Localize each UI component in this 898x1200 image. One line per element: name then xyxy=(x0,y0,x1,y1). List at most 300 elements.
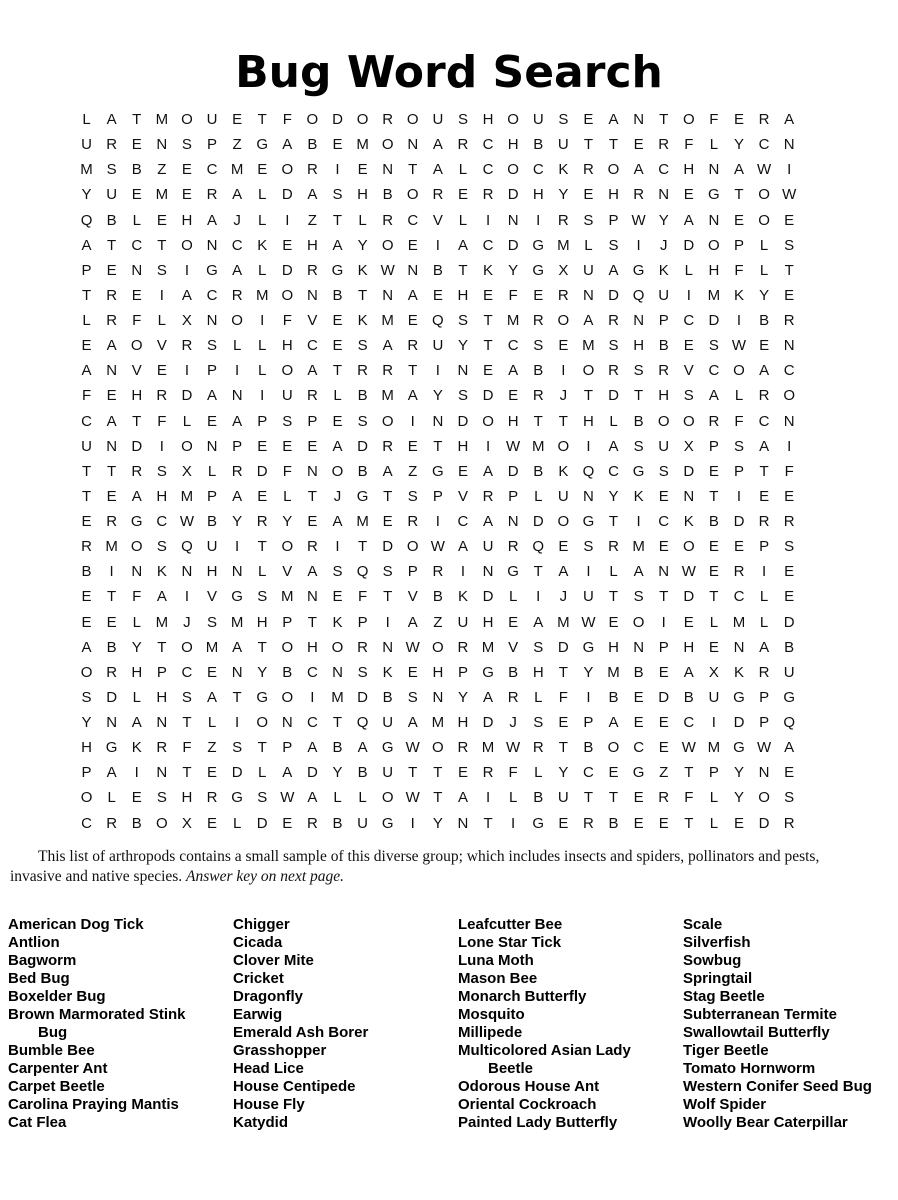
grid-letter[interactable]: M xyxy=(707,739,721,757)
grid-letter[interactable]: P xyxy=(583,714,594,731)
grid-letter[interactable]: T xyxy=(483,312,493,329)
grid-letter[interactable]: U xyxy=(432,337,444,355)
grid-letter[interactable]: A xyxy=(106,764,117,782)
grid-letter[interactable]: O xyxy=(557,437,570,455)
grid-letter[interactable]: B xyxy=(357,462,368,480)
grid-letter[interactable]: B xyxy=(508,663,519,681)
grid-letter[interactable]: N xyxy=(382,161,394,179)
grid-letter[interactable]: T xyxy=(533,563,543,581)
grid-letter[interactable]: G xyxy=(105,739,118,757)
grid-letter[interactable]: R xyxy=(708,412,720,430)
grid-letter[interactable]: D xyxy=(256,814,268,832)
grid-letter[interactable]: D xyxy=(758,814,770,832)
grid-letter[interactable]: L xyxy=(508,789,518,807)
grid-letter[interactable]: A xyxy=(457,236,468,254)
grid-letter[interactable]: O xyxy=(331,638,344,656)
grid-letter[interactable]: M xyxy=(356,136,369,154)
grid-letter[interactable]: L xyxy=(358,211,367,229)
grid-letter[interactable]: S xyxy=(207,337,218,355)
grid-letter[interactable]: D xyxy=(181,387,193,405)
grid-letter[interactable]: R xyxy=(733,563,745,581)
grid-letter[interactable]: L xyxy=(107,789,116,807)
grid-letter[interactable]: N xyxy=(507,513,519,530)
grid-letter[interactable]: K xyxy=(558,161,569,179)
grid-letter[interactable]: I xyxy=(636,513,641,530)
grid-letter[interactable]: A xyxy=(181,286,192,304)
grid-letter[interactable]: T xyxy=(408,764,418,782)
grid-letter[interactable]: I xyxy=(435,362,440,380)
grid-letter[interactable]: L xyxy=(709,613,719,631)
grid-letter[interactable]: M xyxy=(531,437,545,455)
grid-letter[interactable]: X xyxy=(181,814,192,832)
grid-letter[interactable]: S xyxy=(181,136,192,154)
grid-letter[interactable]: B xyxy=(633,412,644,430)
grid-letter[interactable]: L xyxy=(132,211,141,229)
grid-letter[interactable]: S xyxy=(407,487,418,505)
grid-letter[interactable]: O xyxy=(406,111,419,128)
grid-letter[interactable]: N xyxy=(633,638,645,656)
grid-letter[interactable]: O xyxy=(682,412,695,430)
grid-letter[interactable]: F xyxy=(132,312,142,329)
grid-letter[interactable]: F xyxy=(132,588,142,606)
grid-letter[interactable]: E xyxy=(207,412,218,430)
grid-letter[interactable]: O xyxy=(406,186,419,204)
grid-letter[interactable]: T xyxy=(483,814,493,832)
grid-letter[interactable]: E xyxy=(708,538,719,556)
grid-letter[interactable]: N xyxy=(708,211,720,229)
grid-letter[interactable]: J xyxy=(333,487,342,505)
grid-letter[interactable]: E xyxy=(156,211,167,229)
grid-letter[interactable]: E xyxy=(207,663,218,681)
grid-letter[interactable]: A xyxy=(106,111,117,128)
grid-letter[interactable]: A xyxy=(608,437,619,455)
grid-letter[interactable]: N xyxy=(106,437,118,455)
grid-letter[interactable]: O xyxy=(80,789,93,807)
grid-letter[interactable]: W xyxy=(731,337,747,355)
grid-letter[interactable]: H xyxy=(306,638,318,656)
grid-letter[interactable]: L xyxy=(759,236,769,254)
grid-letter[interactable]: O xyxy=(733,362,745,380)
grid-letter[interactable]: C xyxy=(407,211,419,229)
grid-letter[interactable]: Y xyxy=(759,286,770,304)
grid-letter[interactable]: P xyxy=(307,412,318,430)
grid-letter[interactable]: E xyxy=(432,286,443,304)
grid-letter[interactable]: C xyxy=(633,739,645,757)
grid-letter[interactable]: B xyxy=(131,161,142,179)
grid-letter[interactable]: M xyxy=(381,312,394,329)
grid-letter[interactable]: A xyxy=(207,688,218,706)
grid-letter[interactable]: W xyxy=(756,739,772,757)
grid-letter[interactable]: U xyxy=(382,764,394,782)
grid-letter[interactable]: I xyxy=(184,588,189,606)
grid-letter[interactable]: R xyxy=(206,186,218,204)
grid-letter[interactable]: S xyxy=(282,412,293,430)
grid-letter[interactable]: I xyxy=(159,286,164,304)
grid-letter[interactable]: R xyxy=(306,814,318,832)
grid-letter[interactable]: C xyxy=(683,312,695,329)
grid-letter[interactable]: A xyxy=(131,714,142,731)
grid-letter[interactable]: L xyxy=(508,588,518,606)
grid-letter[interactable]: H xyxy=(658,387,670,405)
grid-letter[interactable]: H xyxy=(357,186,368,204)
grid-letter[interactable]: E xyxy=(708,462,719,480)
grid-letter[interactable]: P xyxy=(257,412,268,430)
grid-letter[interactable]: R xyxy=(306,538,318,556)
grid-letter[interactable]: O xyxy=(557,312,570,329)
grid-letter[interactable]: E xyxy=(784,764,795,782)
grid-letter[interactable]: E xyxy=(382,513,393,530)
grid-letter[interactable]: A xyxy=(232,186,243,204)
grid-letter[interactable]: O xyxy=(657,412,670,430)
grid-letter[interactable]: R xyxy=(181,337,193,355)
grid-letter[interactable]: N xyxy=(633,111,645,128)
grid-letter[interactable]: E xyxy=(658,487,669,505)
grid-letter[interactable]: E xyxy=(81,588,92,606)
grid-letter[interactable]: A xyxy=(558,563,569,581)
grid-letter[interactable]: L xyxy=(759,261,769,279)
grid-letter[interactable]: F xyxy=(282,312,292,329)
grid-letter[interactable]: E xyxy=(633,789,644,807)
grid-letter[interactable]: K xyxy=(733,286,744,304)
grid-letter[interactable]: A xyxy=(483,513,494,530)
grid-letter[interactable]: E xyxy=(583,111,594,128)
grid-letter[interactable]: A xyxy=(131,487,142,505)
grid-letter[interactable]: I xyxy=(260,387,265,405)
grid-letter[interactable]: N xyxy=(332,663,343,681)
grid-letter[interactable]: E xyxy=(733,211,744,229)
grid-letter[interactable]: P xyxy=(508,487,519,505)
grid-letter[interactable]: A xyxy=(232,412,243,430)
grid-letter[interactable]: R xyxy=(783,814,795,832)
grid-letter[interactable]: D xyxy=(256,462,268,480)
grid-letter[interactable]: H xyxy=(708,261,720,279)
grid-letter[interactable]: L xyxy=(358,789,367,807)
grid-letter[interactable]: B xyxy=(332,814,343,832)
grid-letter[interactable]: O xyxy=(181,638,193,656)
grid-letter[interactable]: D xyxy=(382,538,394,556)
grid-letter[interactable]: N xyxy=(708,161,720,179)
grid-letter[interactable]: H xyxy=(457,286,469,304)
grid-letter[interactable]: L xyxy=(709,789,719,807)
grid-letter[interactable]: S xyxy=(658,462,669,480)
grid-letter[interactable]: P xyxy=(733,462,744,480)
grid-letter[interactable]: C xyxy=(306,663,318,681)
grid-letter[interactable]: R xyxy=(306,261,318,279)
grid-letter[interactable]: E xyxy=(683,613,694,631)
grid-letter[interactable]: B xyxy=(106,211,117,229)
grid-letter[interactable]: M xyxy=(205,638,219,656)
grid-letter[interactable]: R xyxy=(206,789,218,807)
grid-letter[interactable]: R xyxy=(407,513,419,530)
grid-letter[interactable]: T xyxy=(132,111,142,128)
grid-letter[interactable]: L xyxy=(232,337,242,355)
grid-letter[interactable]: D xyxy=(357,437,368,455)
grid-letter[interactable]: U xyxy=(532,111,544,128)
grid-letter[interactable]: P xyxy=(282,613,293,631)
grid-letter[interactable]: H xyxy=(131,663,143,681)
grid-letter[interactable]: I xyxy=(736,312,742,329)
grid-letter[interactable]: C xyxy=(306,337,318,355)
grid-letter[interactable]: R xyxy=(407,337,419,355)
grid-letter[interactable]: T xyxy=(608,513,619,530)
grid-letter[interactable]: R xyxy=(306,387,318,405)
grid-letter[interactable]: Y xyxy=(733,764,744,782)
grid-letter[interactable]: W xyxy=(756,161,772,179)
grid-letter[interactable]: H xyxy=(583,412,594,430)
grid-letter[interactable]: V xyxy=(508,638,519,656)
grid-letter[interactable]: E xyxy=(759,487,770,505)
grid-letter[interactable]: C xyxy=(81,814,92,832)
grid-letter[interactable]: E xyxy=(457,186,468,204)
grid-letter[interactable]: E xyxy=(257,487,268,505)
grid-letter[interactable]: A xyxy=(784,111,795,128)
grid-letter[interactable]: A xyxy=(608,111,619,128)
grid-letter[interactable]: N xyxy=(306,286,318,304)
grid-letter[interactable]: G xyxy=(130,513,143,530)
grid-letter[interactable]: D xyxy=(357,688,368,706)
grid-letter[interactable]: O xyxy=(381,412,394,430)
grid-letter[interactable]: M xyxy=(632,538,645,556)
grid-letter[interactable]: E xyxy=(633,688,644,706)
grid-letter[interactable]: O xyxy=(331,462,344,480)
grid-letter[interactable]: J xyxy=(183,613,191,631)
grid-letter[interactable]: K xyxy=(733,663,744,681)
grid-letter[interactable]: E xyxy=(81,513,92,530)
grid-letter[interactable]: B xyxy=(332,739,343,757)
grid-letter[interactable]: O xyxy=(306,111,319,128)
grid-letter[interactable]: T xyxy=(608,789,619,807)
grid-letter[interactable]: S xyxy=(457,111,468,128)
grid-letter[interactable]: U xyxy=(658,437,670,455)
grid-letter[interactable]: T xyxy=(232,688,242,706)
grid-letter[interactable]: I xyxy=(184,261,189,279)
grid-letter[interactable]: O xyxy=(783,387,795,405)
grid-letter[interactable]: U xyxy=(357,814,368,832)
grid-letter[interactable]: U xyxy=(557,789,569,807)
grid-letter[interactable]: K xyxy=(156,563,167,581)
grid-letter[interactable]: C xyxy=(783,362,795,380)
grid-letter[interactable]: P xyxy=(658,638,669,656)
grid-letter[interactable]: E xyxy=(733,814,744,832)
grid-letter[interactable]: Q xyxy=(582,462,595,480)
grid-letter[interactable]: A xyxy=(533,613,544,631)
grid-letter[interactable]: E xyxy=(658,739,669,757)
grid-letter[interactable]: W xyxy=(506,739,521,757)
grid-letter[interactable]: O xyxy=(381,236,394,254)
grid-letter[interactable]: T xyxy=(408,161,418,179)
grid-letter[interactable]: T xyxy=(81,462,92,480)
grid-letter[interactable]: M xyxy=(557,236,570,254)
grid-letter[interactable]: I xyxy=(787,437,792,455)
grid-letter[interactable]: M xyxy=(481,638,495,656)
grid-letter[interactable]: H xyxy=(608,638,619,656)
grid-letter[interactable]: G xyxy=(733,739,745,757)
grid-letter[interactable]: E xyxy=(282,236,293,254)
grid-letter[interactable]: E xyxy=(784,588,795,606)
grid-letter[interactable]: Y xyxy=(733,136,744,154)
grid-letter[interactable]: N xyxy=(407,261,419,279)
grid-letter[interactable]: T xyxy=(383,588,393,606)
grid-letter[interactable]: L xyxy=(207,714,217,731)
grid-letter[interactable]: M xyxy=(155,613,169,631)
grid-letter[interactable]: S xyxy=(784,789,795,807)
grid-letter[interactable]: C xyxy=(457,513,469,530)
grid-letter[interactable]: Y xyxy=(282,513,293,530)
grid-letter[interactable]: G xyxy=(507,563,519,581)
grid-letter[interactable]: M xyxy=(230,161,244,179)
grid-letter[interactable]: G xyxy=(582,638,595,656)
grid-letter[interactable]: P xyxy=(207,362,218,380)
grid-letter[interactable]: P xyxy=(81,764,92,782)
grid-letter[interactable]: J xyxy=(509,714,517,731)
grid-letter[interactable]: E xyxy=(533,286,544,304)
grid-letter[interactable]: S xyxy=(683,387,694,405)
grid-letter[interactable]: I xyxy=(134,764,139,782)
grid-letter[interactable]: O xyxy=(758,211,770,229)
grid-letter[interactable]: I xyxy=(335,161,340,179)
grid-letter[interactable]: E xyxy=(282,437,293,455)
grid-letter[interactable]: L xyxy=(157,312,166,329)
grid-letter[interactable]: R xyxy=(382,437,394,455)
grid-letter[interactable]: I xyxy=(586,437,591,455)
grid-letter[interactable]: N xyxy=(106,362,118,380)
grid-letter[interactable]: D xyxy=(131,437,143,455)
grid-letter[interactable]: G xyxy=(231,789,243,807)
grid-letter[interactable]: S xyxy=(106,161,117,179)
grid-letter[interactable]: U xyxy=(382,714,394,731)
grid-letter[interactable]: G xyxy=(256,688,269,706)
grid-letter[interactable]: S xyxy=(181,688,192,706)
grid-letter[interactable]: O xyxy=(582,362,595,380)
grid-letter[interactable]: A xyxy=(759,638,770,656)
grid-letter[interactable]: A xyxy=(307,739,318,757)
grid-letter[interactable]: D xyxy=(708,312,720,329)
grid-letter[interactable]: I xyxy=(310,688,315,706)
grid-letter[interactable]: T xyxy=(433,764,443,782)
grid-letter[interactable]: I xyxy=(511,814,516,832)
grid-letter[interactable]: A xyxy=(81,638,92,656)
grid-letter[interactable]: R xyxy=(457,638,469,656)
grid-letter[interactable]: O xyxy=(682,538,695,556)
grid-letter[interactable]: V xyxy=(307,312,318,329)
grid-letter[interactable]: F xyxy=(558,688,568,706)
grid-letter[interactable]: I xyxy=(536,588,541,606)
grid-letter[interactable]: Q xyxy=(356,563,369,581)
grid-letter[interactable]: E xyxy=(332,588,343,606)
grid-letter[interactable]: T xyxy=(659,588,669,606)
grid-letter[interactable]: E xyxy=(683,337,694,355)
grid-letter[interactable]: I xyxy=(586,563,591,581)
grid-letter[interactable]: L xyxy=(258,563,267,581)
grid-letter[interactable]: E xyxy=(508,613,519,631)
grid-letter[interactable]: R xyxy=(658,362,670,380)
grid-letter[interactable]: E xyxy=(483,286,494,304)
grid-letter[interactable]: V xyxy=(457,487,468,505)
grid-letter[interactable]: L xyxy=(609,412,618,430)
grid-letter[interactable]: T xyxy=(107,462,117,480)
grid-letter[interactable]: J xyxy=(659,236,668,254)
grid-letter[interactable]: C xyxy=(758,136,770,154)
grid-letter[interactable]: Q xyxy=(356,714,369,731)
grid-letter[interactable]: A xyxy=(156,588,167,606)
grid-letter[interactable]: R xyxy=(658,136,670,154)
grid-letter[interactable]: D xyxy=(306,764,318,782)
grid-letter[interactable]: A xyxy=(307,563,318,581)
grid-letter[interactable]: G xyxy=(381,739,394,757)
grid-letter[interactable]: W xyxy=(280,789,295,807)
grid-letter[interactable]: G xyxy=(708,186,720,204)
grid-letter[interactable]: T xyxy=(307,613,317,631)
grid-letter[interactable]: U xyxy=(708,688,720,706)
grid-letter[interactable]: O xyxy=(130,337,143,355)
grid-letter[interactable]: O xyxy=(281,286,294,304)
grid-letter[interactable]: M xyxy=(356,513,369,530)
grid-letter[interactable]: C xyxy=(181,663,193,681)
grid-letter[interactable]: E xyxy=(332,312,343,329)
grid-letter[interactable]: E xyxy=(332,337,343,355)
grid-letter[interactable]: O xyxy=(256,714,269,731)
grid-letter[interactable]: U xyxy=(482,538,494,556)
grid-letter[interactable]: E xyxy=(633,714,644,731)
grid-letter[interactable]: N xyxy=(306,588,318,606)
grid-letter[interactable]: M xyxy=(255,286,269,304)
grid-letter[interactable]: L xyxy=(258,764,267,782)
grid-letter[interactable]: L xyxy=(333,387,342,405)
grid-letter[interactable]: A xyxy=(307,186,318,204)
grid-letter[interactable]: W xyxy=(782,186,797,204)
grid-letter[interactable]: A xyxy=(407,286,418,304)
grid-letter[interactable]: R xyxy=(482,764,494,782)
grid-letter[interactable]: N xyxy=(482,563,494,581)
grid-letter[interactable]: T xyxy=(383,487,393,505)
grid-letter[interactable]: R xyxy=(658,789,670,807)
grid-letter[interactable]: C xyxy=(482,136,494,154)
grid-letter[interactable]: D xyxy=(332,111,343,128)
grid-letter[interactable]: F xyxy=(282,462,292,480)
grid-letter[interactable]: T xyxy=(107,588,117,606)
grid-letter[interactable]: L xyxy=(82,312,91,329)
grid-letter[interactable]: Y xyxy=(658,211,669,229)
grid-letter[interactable]: P xyxy=(357,613,368,631)
grid-letter[interactable]: U xyxy=(81,136,92,154)
grid-letter[interactable]: T xyxy=(157,638,167,656)
grid-letter[interactable]: Y xyxy=(558,186,569,204)
grid-letter[interactable]: L xyxy=(182,412,192,430)
grid-letter[interactable]: E xyxy=(784,563,795,581)
grid-letter[interactable]: T xyxy=(709,588,719,606)
grid-letter[interactable]: M xyxy=(506,312,520,329)
grid-letter[interactable]: P xyxy=(708,764,719,782)
grid-letter[interactable]: P xyxy=(759,538,770,556)
grid-letter[interactable]: O xyxy=(381,789,394,807)
grid-letter[interactable]: L xyxy=(258,362,267,380)
grid-letter[interactable]: H xyxy=(532,186,544,204)
grid-letter[interactable]: U xyxy=(106,186,118,204)
grid-letter[interactable]: E xyxy=(683,186,694,204)
grid-letter[interactable]: K xyxy=(457,588,468,606)
grid-letter[interactable]: W xyxy=(179,513,194,530)
grid-letter[interactable]: A xyxy=(483,462,494,480)
grid-letter[interactable]: O xyxy=(507,161,519,179)
grid-letter[interactable]: T xyxy=(734,186,744,204)
grid-letter[interactable]: E xyxy=(181,186,192,204)
grid-letter[interactable]: A xyxy=(708,387,719,405)
grid-letter[interactable]: H xyxy=(532,663,544,681)
grid-letter[interactable]: D xyxy=(683,462,695,480)
grid-letter[interactable]: D xyxy=(532,513,544,530)
grid-letter[interactable]: I xyxy=(460,563,466,581)
grid-letter[interactable]: P xyxy=(708,437,719,455)
